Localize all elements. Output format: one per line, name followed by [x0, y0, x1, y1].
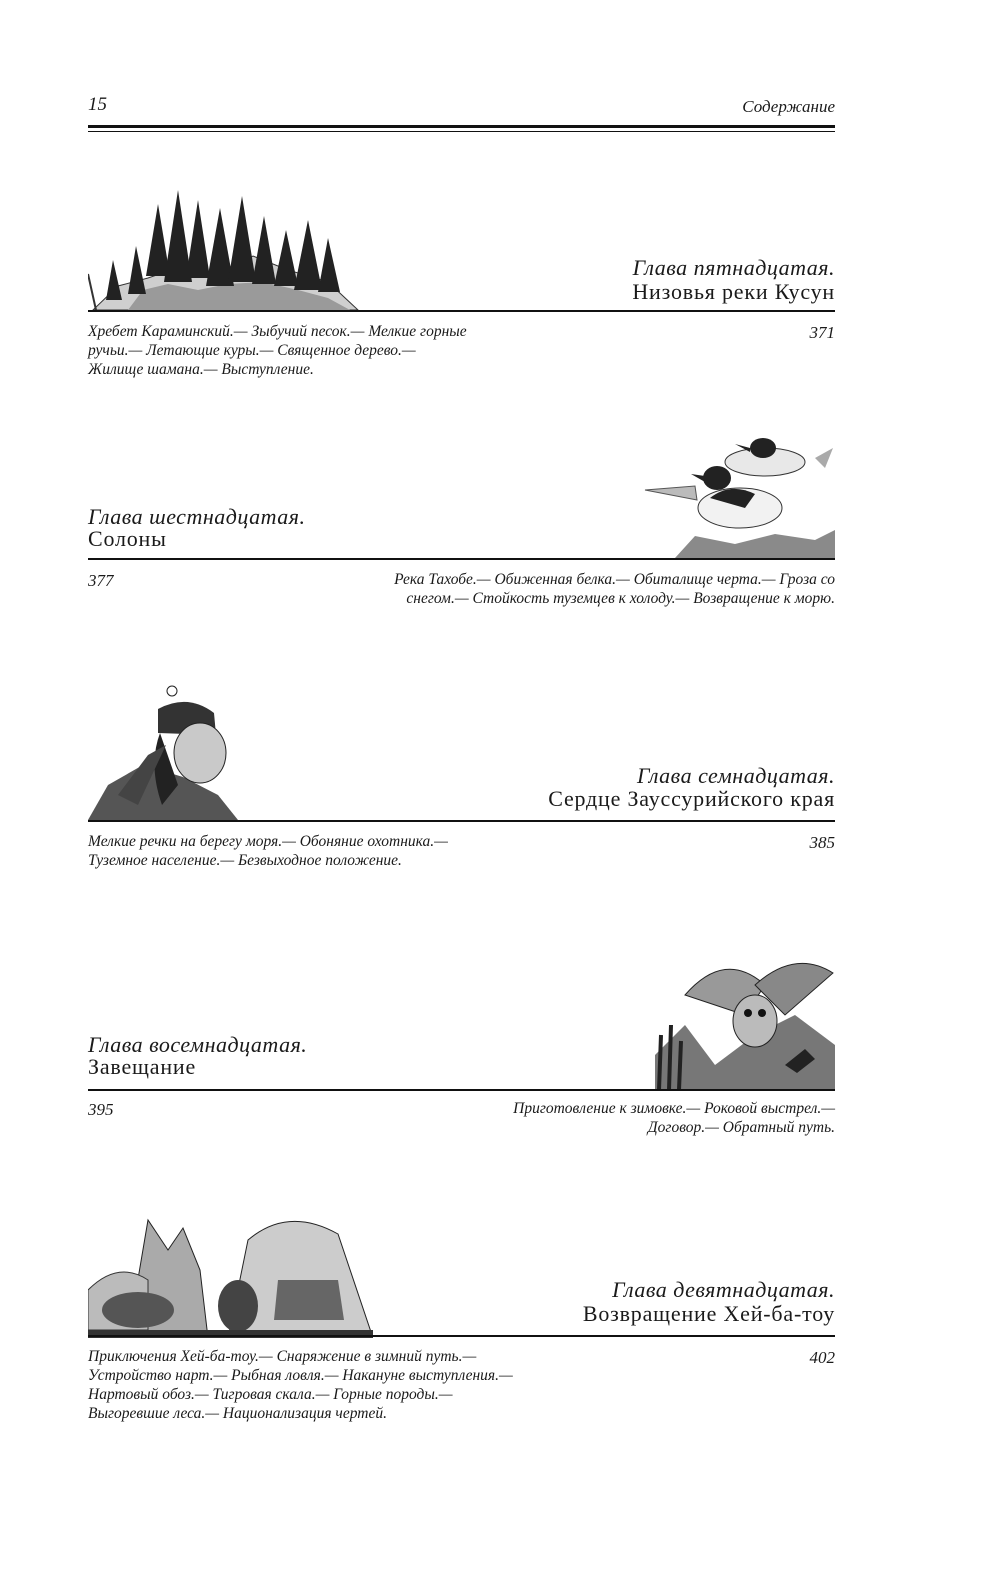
chapter-description: Река Тахобе.— Обиженная белка.— Обиталище черта.— Гроза со снегом.— Стойкость туземцев к холоду.— Возвращение к морю.: [394, 571, 835, 607]
chapter-rule: [88, 310, 835, 312]
camp-illustration: [88, 1210, 373, 1338]
chapter-rule: [88, 558, 835, 560]
birds-illustration: [635, 428, 835, 558]
owl-illustration: [655, 955, 835, 1090]
chapter-title: Завещание: [88, 1054, 197, 1079]
chapter-description: Хребет Караминский.— Зыбучий песок.— Мелкие горные ручьи.— Летающие куры.— Священное дерево.— Жилище шамана.— Выступление.: [88, 323, 467, 378]
chapter-page-number: 402: [809, 1348, 835, 1367]
chapter-title: Возвращение Хей-ба-тоу: [582, 1301, 835, 1326]
page-number: 15: [88, 94, 107, 115]
chapter-label: Глава восемнадцатая.: [88, 1032, 308, 1057]
chapter-page-number: 395: [88, 1100, 114, 1119]
chapter-label: Глава шестнадцатая.: [88, 504, 306, 529]
chapter-title: Солоны: [88, 526, 167, 551]
chapter-entry: [88, 180, 835, 390]
portrait-illustration: [88, 685, 248, 820]
chapter-label: Глава семнадцатая.: [636, 763, 835, 788]
header-rule-thick: [88, 125, 835, 128]
chapter-rule: [88, 1089, 835, 1091]
chapter-description: Приготовление к зимовке.— Роковой выстрел.— Договор.— Обратный путь.: [513, 1100, 835, 1136]
chapter-title: Низовья реки Кусун: [632, 279, 835, 304]
chapter-rule: [88, 820, 835, 822]
header-rule-thin: [88, 131, 835, 132]
running-header-title: Содержание: [742, 97, 835, 116]
chapter-entry: [88, 685, 835, 885]
chapter-description: Приключения Хей-ба-тоу.— Снаряжение в зимний путь.— Устройство нарт.— Рыбная ловля.— Накануне выступления.— Нартовый обоз.— Тигровая скала.— Горные породы.— Выгоревшие леса.— Национализация чертей.: [88, 1348, 513, 1422]
chapter-label: Глава пятнадцатая.: [632, 255, 835, 280]
forest-illustration: [88, 186, 363, 310]
chapter-title: Сердце Зауссурийского края: [548, 786, 835, 811]
chapter-page-number: 377: [88, 571, 114, 590]
chapter-description: Мелкие речки на берегу моря.— Обоняние охотника.— Туземное население.— Безвыходное положение.: [88, 833, 448, 869]
chapter-entry: [88, 428, 835, 618]
chapter-entry: [88, 1210, 835, 1440]
chapter-page-number: 371: [809, 323, 835, 342]
chapter-label: Глава девятнадцатая.: [612, 1277, 835, 1302]
chapter-rule: [88, 1335, 835, 1337]
chapter-entry: [88, 955, 835, 1145]
chapter-page-number: 385: [809, 833, 835, 852]
